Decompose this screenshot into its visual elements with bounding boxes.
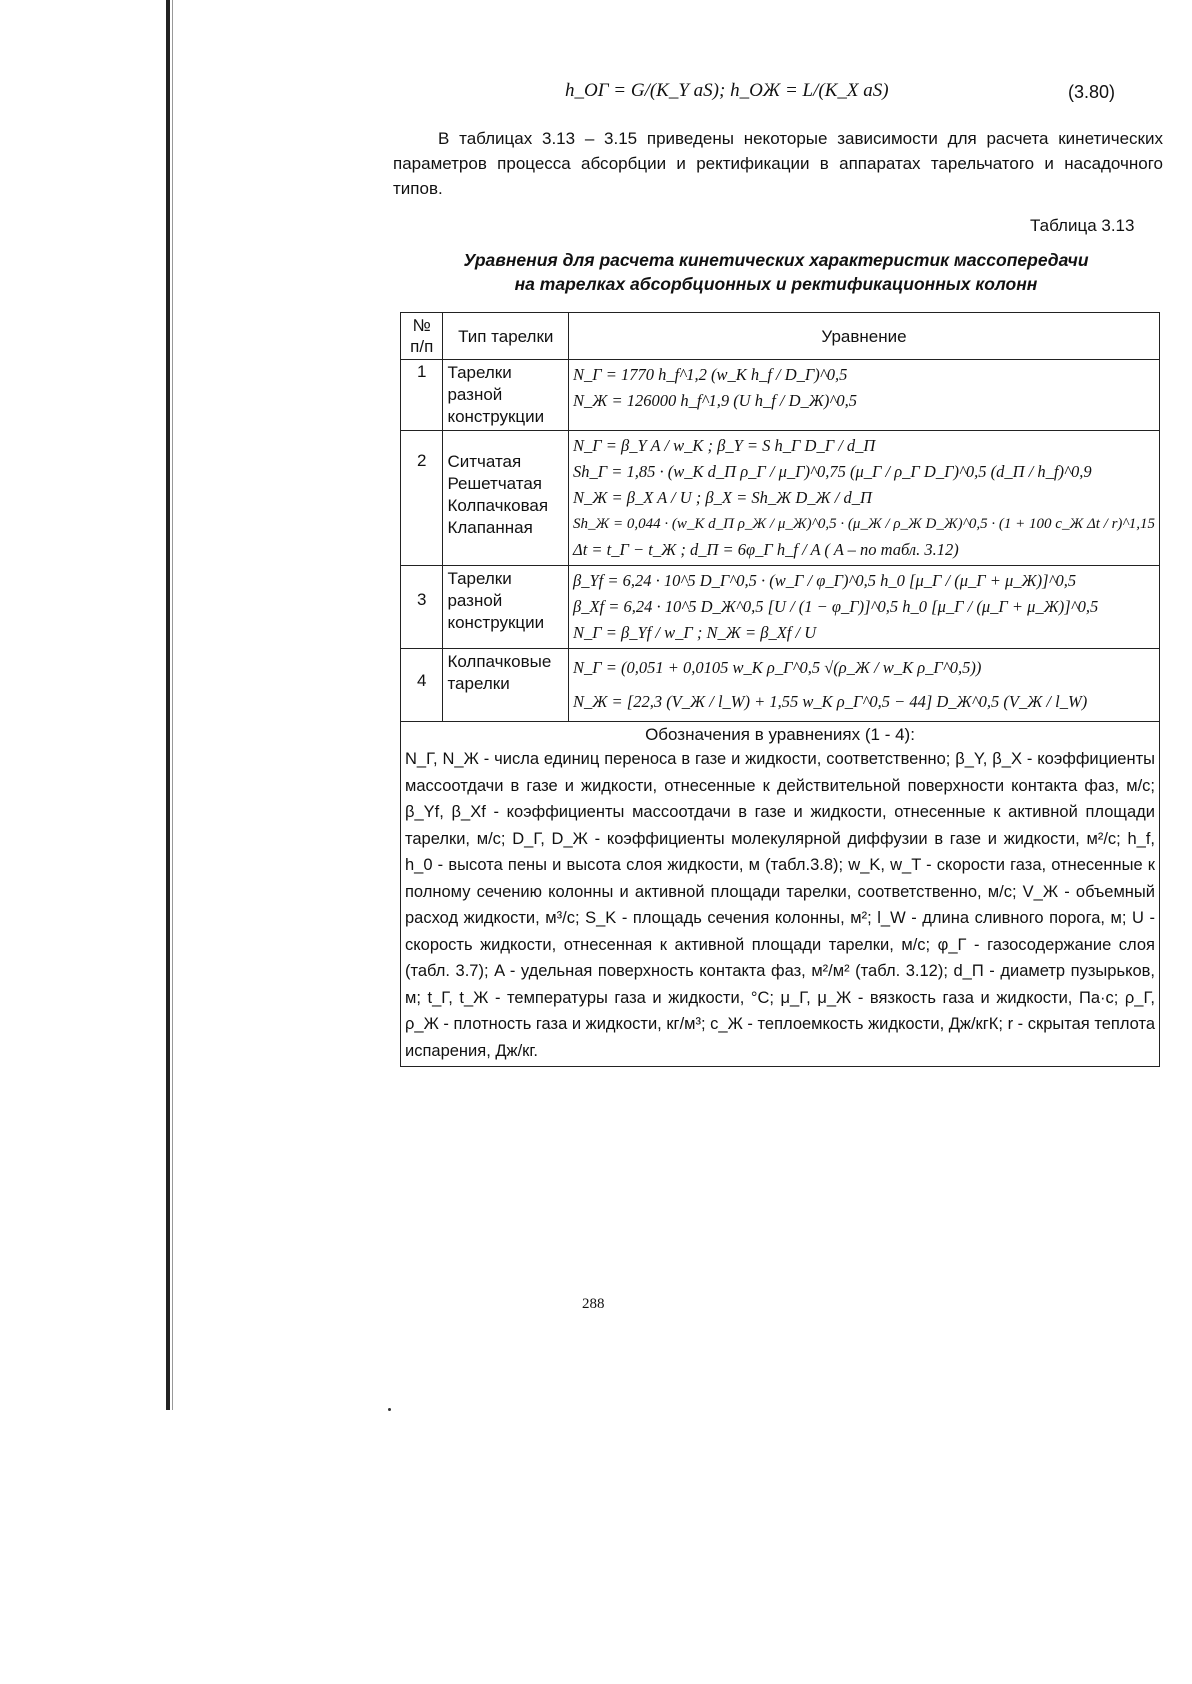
- binding-edge-shadow: [172, 0, 173, 1410]
- row-number: 1: [401, 360, 443, 431]
- intro-paragraph-text: В таблицах 3.13 – 3.15 приведены некоторые зависимости для расчета кинетических параметров процесса абсорбции и ректификации в аппаратах тарельчатого и насадочного типов.: [393, 129, 1163, 198]
- equation-line: β_Yf = 6,24 · 10^5 D_Г^0,5 · (w_Г / φ_Г)^0,5 h_0 [μ_Г / (μ_Г + μ_Ж)]^0,5: [573, 571, 1077, 590]
- table-row: [401, 566, 1160, 649]
- row-type: Колпачковые тарелки: [443, 649, 569, 722]
- row-equations: [569, 566, 1160, 649]
- row-equations: [569, 649, 1160, 722]
- equation-line: N_Г = (0,051 + 0,0105 w_K ρ_Г^0,5 √(ρ_Ж / w_K ρ_Г^0,5)): [573, 658, 982, 677]
- equation-line: N_Г = β_Yf / w_Г ; N_Ж = β_Xf / U: [573, 623, 817, 642]
- table-caption-line: Уравнения для расчета кинетических характеристик массопередачи: [463, 250, 1089, 270]
- page-number: 288: [582, 1296, 605, 1312]
- notes-title: Обозначения в уравнениях (1 - 4):: [645, 725, 915, 744]
- intro-paragraph: [393, 126, 1163, 201]
- binding-edge-line: [166, 0, 170, 1410]
- table-label: Таблица 3.13: [1030, 216, 1135, 235]
- equation-line: Sh_Г = 1,85 · (w_K d_П ρ_Г / μ_Г)^0,75 (μ_Г / ρ_Г D_Г)^0,5 (d_П / h_f)^0,9: [573, 462, 1092, 481]
- equation-line: N_Ж = [22,3 (V_Ж / l_W) + 1,55 w_K ρ_Г^0,5 − 44] D_Ж^0,5 (V_Ж / l_W): [573, 692, 1088, 711]
- table-caption-line: на тарелках абсорбционных и ректификационных колонн: [514, 274, 1038, 294]
- row-number: 4: [401, 649, 443, 722]
- row-type: Ситчатая Решетчатая Колпачковая Клапанная: [443, 431, 569, 566]
- row-type: Тарелки разной конструкции: [443, 566, 569, 649]
- equation-line: Sh_Ж = 0,044 · (w_K d_П ρ_Ж / μ_Ж)^0,5 · (μ_Ж / ρ_Ж D_Ж)^0,5 · (1 + 100 c_Ж Δt / r)^1,15: [573, 516, 1155, 532]
- header-type: Тип тарелки: [443, 313, 569, 360]
- top-equation-number: (3.80): [1068, 82, 1116, 102]
- equation-line: N_Г = β_Y A / w_K ; β_Y = S h_Г D_Г / d_П: [573, 436, 876, 455]
- equation-line: N_Г = 1770 h_f^1,2 (w_K h_f / D_Г)^0,5: [573, 365, 848, 384]
- equation-line: N_Ж = 126000 h_f^1,9 (U h_f / D_Ж)^0,5: [573, 391, 858, 410]
- equation-line: N_Ж = β_X A / U ; β_X = Sh_Ж D_Ж / d_П: [573, 488, 872, 507]
- row-equations: [569, 360, 1160, 431]
- row-equations: [569, 431, 1160, 566]
- notes-text: N_Г, N_Ж - числа единиц переноса в газе и жидкости, соответственно; β_Y, β_X - коэффициенты массоотдачи в газе и жидкости, отнесенные к действительной поверхности контакта фаз, м/с; β_Yf, β_Xf - коэффициенты массоотдачи в газе и жидкости, отнесенные к активной площади тарелки, м/с; D_Г, D_Ж - коэффициенты молекулярной диффузии в газе и жидкости, м²/с; h_f, h_0 - высота пены и высота слоя жидкости, м (табл.3.8); w_K, w_T - скорости газа, отнесенные к полному сечению колонны и активной площади тарелки, соответственно, м/с; V_Ж - объемный расход жидкости, м³/с; S_K - площадь сечения колонны, м²; l_W - длина сливного порога, м; U - скорость жидкости, отнесенная к активной площади тарелки, м/с; φ_Г - газосодержание слоя (табл. 3.7); A - удельная поверхность контакта фаз, м²/м² (табл. 3.12); d_П - диаметр пузырьков, м; t_Г, t_Ж - температуры газа и жидкости, °С; μ_Г, μ_Ж - вязкость газа и жидкости, Па·с; ρ_Г, ρ_Ж - плотность газа и жидкости, кг/м³; c_Ж - теплоемкость жидкости, Дж/кгК; r - скрытая теплота испарения, Дж/кг.: [405, 750, 1155, 1060]
- table-row: [401, 649, 1160, 722]
- notes-cell: [401, 722, 1160, 1067]
- top-equation: h_OГ = G/(K_Y aS); h_OЖ = L/(K_X aS): [565, 80, 889, 101]
- table-notes-row: [401, 722, 1160, 1067]
- row-type: Тарелки разной конструкции: [443, 360, 569, 431]
- scan-speck: [388, 1408, 391, 1411]
- table-row: [401, 431, 1160, 566]
- equation-line: Δt = t_Г − t_Ж ; d_П = 6φ_Г h_f / A ( A – по табл. 3.12): [573, 540, 959, 559]
- equations-table: [400, 312, 1160, 1067]
- equation-line: β_Xf = 6,24 · 10^5 D_Ж^0,5 [U / (1 − φ_Г)]^0,5 h_0 [μ_Г / (μ_Г + μ_Ж)]^0,5: [573, 597, 1099, 616]
- table-header-row: [401, 313, 1160, 360]
- header-no: № п/п: [401, 313, 443, 360]
- row-number: 2: [401, 431, 443, 566]
- table-caption: [395, 248, 1157, 296]
- row-number: 3: [401, 566, 443, 649]
- header-equation: Уравнение: [569, 313, 1160, 360]
- table-row: [401, 360, 1160, 431]
